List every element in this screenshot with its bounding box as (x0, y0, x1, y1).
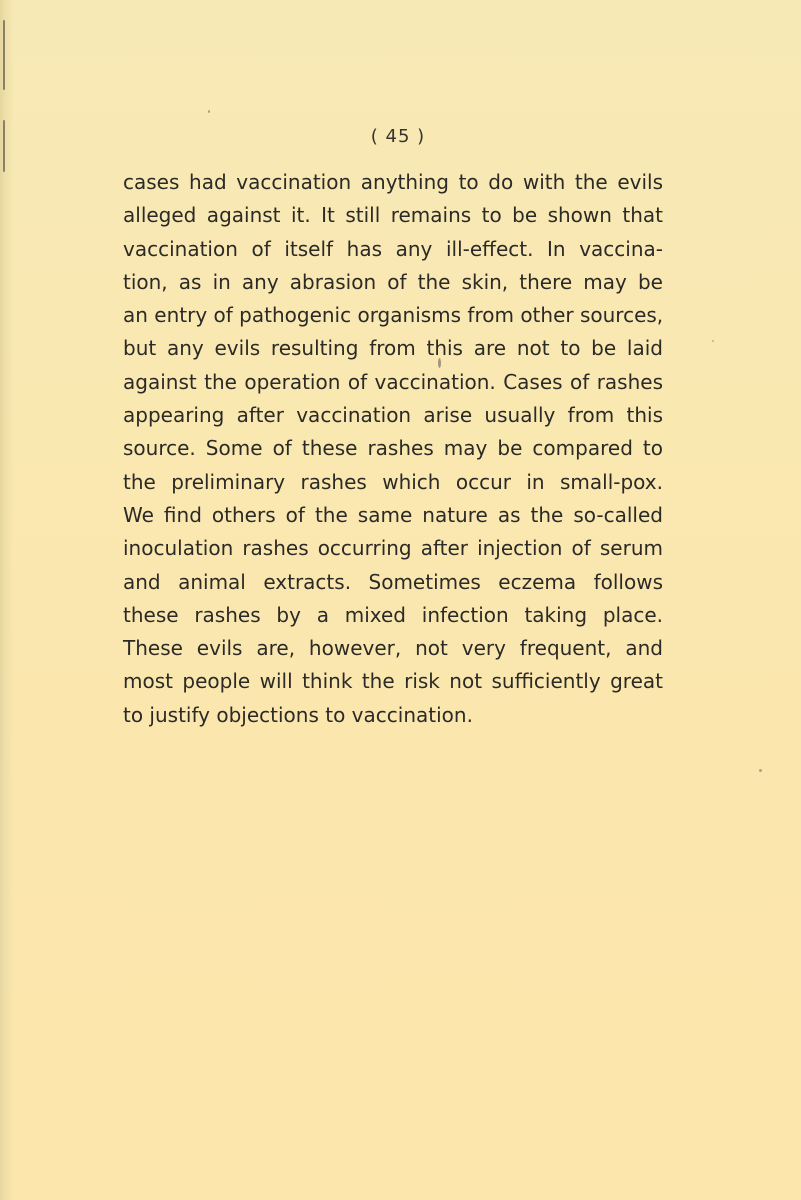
text-line: source. Some of these rashes may be compared to (123, 436, 663, 461)
text-line: an entry of pathogenic organisms from other sources, (123, 303, 664, 328)
text-line: vaccination of itself has any ill-effect. In vaccina- (123, 236, 663, 261)
binding-mark (3, 20, 5, 90)
page-number: ( 45 ) (370, 126, 426, 147)
text-line: appearing after vaccination arise usually from this (123, 403, 663, 428)
text-line: against the operation of vaccination. Cases of rashes (123, 369, 663, 394)
text-line: most people will think the risk not sufficiently great (123, 669, 663, 694)
text-line: the preliminary rashes which occur in small-pox. (123, 469, 663, 494)
text-line: but any evils resulting from this are not to be laid (123, 336, 663, 361)
binding-mark (3, 120, 5, 172)
text-line: these rashes by a mixed infection taking place. (123, 602, 663, 627)
text-line: inoculation rashes occurring after injection of serum (123, 536, 663, 561)
text-line: to justify objections to vaccination. (123, 702, 473, 727)
text-line: We find others of the same nature as the so-called (123, 502, 663, 527)
text-line: These evils are, however, not very frequent, and (123, 636, 663, 661)
text-line: alleged against it. It still remains to be shown that (123, 203, 663, 228)
paper-speck (759, 769, 762, 772)
paper-speck (712, 340, 714, 342)
text-line: cases had vaccination anything to do with the evils (123, 170, 663, 194)
body-paragraph (123, 166, 663, 732)
text-line: tion, as in any abrasion of the skin, there may be (123, 269, 663, 294)
page-binding-edge (0, 0, 14, 1200)
text-line: and animal extracts. Sometimes eczema follows (123, 569, 663, 594)
paper-speck (208, 110, 210, 113)
